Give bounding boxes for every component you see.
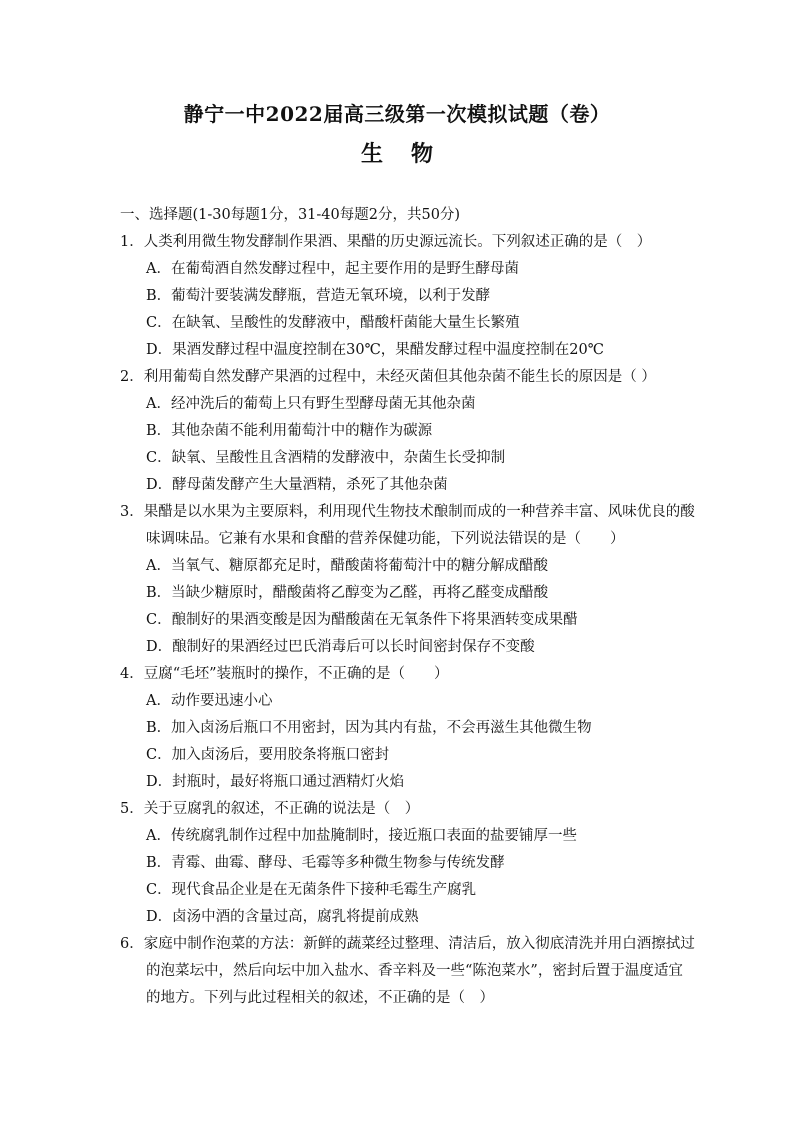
question-stem-line: 1．人类利用微生物发酵制作果酒、果醋的历史源远流长。下列叙述正确的是（ ） [120, 234, 652, 250]
question-list [120, 229, 695, 1012]
question-2 [120, 364, 680, 499]
answer-option: B．葡萄汁要装满发酵瓶，营造无氧环境，以利于发酵 [146, 288, 491, 304]
answer-option: C．在缺氧、呈酸性的发酵液中，醋酸杆菌能大量生长繁殖 [146, 315, 520, 331]
question-1 [120, 229, 680, 364]
answer-option: D．果酒发酵过程中温度控制在30℃，果醋发酵过程中温度控制在20℃ [146, 342, 604, 358]
answer-option: A．在葡萄酒自然发酵过程中，起主要作用的是野生酵母菌 [146, 261, 519, 277]
question-5 [120, 796, 680, 931]
question-4 [120, 661, 680, 796]
answer-option: A．动作要迅速小心 [146, 693, 273, 709]
question-stem [120, 364, 680, 391]
exam-title: 静宁一中2022届高三级第一次模拟试题（卷） [183, 102, 611, 126]
question-stem [120, 796, 680, 823]
answer-option: A．传统腐乳制作过程中加盐腌制时，接近瓶口表面的盐要铺厚一些 [146, 828, 577, 844]
question-stem-line: 3．果醋是以水果为主要原料，利用现代生物技术酿制而成的一种营养丰富、风味优良的酸 [120, 504, 695, 520]
answer-option: A．当氧气、糖原都充足时，醋酸菌将葡萄汁中的糖分解成醋酸 [146, 558, 548, 574]
question-stem-line: 5．关于豆腐乳的叙述，不正确的说法是（ ） [120, 801, 420, 817]
question-stem-line: 4．豆腐“毛坯”装瓶时的操作，不正确的是（ ） [120, 666, 449, 682]
answer-option: C．现代食品企业是在无菌条件下接种毛霉生产腐乳 [146, 882, 477, 898]
answer-option: D．酵母菌发酵产生大量酒精，杀死了其他杂菌 [146, 477, 448, 493]
answer-option: A．经冲洗后的葡萄上只有野生型酵母菌无其他杂菌 [146, 396, 476, 412]
section-heading: 一、选择题(1-30每题1分，31-40每题2分，共50分) [120, 207, 461, 223]
question-stem-line: 6．家庭中制作泡菜的方法：新鲜的蔬菜经过整理、清洁后，放入彻底清洗并用白酒擦拭过 [120, 936, 695, 952]
answer-option: B．其他杂菌不能利用葡萄汁中的糖作为碳源 [146, 423, 433, 439]
exam-content [120, 202, 695, 1012]
question-stem-line: 2．利用葡萄自然发酵产果酒的过程中，未经灭菌但其他杂菌不能生长的原因是（ ） [120, 369, 656, 385]
answer-option: D．封瓶时，最好将瓶口通过酒精灯火焰 [146, 774, 405, 790]
answer-option: D．酿制好的果酒经过巴氏消毒后可以长时间密封保存不变酸 [146, 639, 535, 655]
subject-title: 生物 [360, 141, 461, 167]
question-6 [120, 931, 695, 1012]
answer-option: B．加入卤汤后瓶口不用密封，因为其内有盐，不会再滋生其他微生物 [146, 720, 592, 736]
answer-option: B．当缺少糖原时，醋酸菌将乙醇变为乙醛，再将乙醛变成醋酸 [146, 585, 549, 601]
question-stem [120, 661, 680, 688]
question-stem [120, 229, 680, 256]
answer-option: C．加入卤汤后，要用胶条将瓶口密封 [146, 747, 390, 763]
answer-option: C．缺氧、呈酸性且含酒精的发酵液中，杂菌生长受抑制 [146, 450, 506, 466]
question-stem-line: 的泡菜坛中，然后向坛中加入盐水、香辛料及一些“陈泡菜水”，密封后置于温度适宜 [146, 963, 683, 979]
answer-option: B．青霉、曲霉、酵母、毛霉等多种微生物参与传统发酵 [146, 855, 505, 871]
question-3 [120, 499, 695, 661]
answer-option: D．卤汤中酒的含量过高，腐乳将提前成熟 [146, 909, 419, 925]
question-stem-line: 味调味品。它兼有水果和食醋的营养保健功能，下列说法错误的是（ ） [146, 531, 625, 547]
question-stem [120, 499, 695, 553]
question-stem [120, 931, 695, 1012]
answer-option: C．酿制好的果酒变酸是因为醋酸菌在无氧条件下将果酒转变成果醋 [146, 612, 578, 628]
question-stem-line: 的地方。下列与此过程相关的叙述，不正确的是（ ） [146, 990, 494, 1006]
